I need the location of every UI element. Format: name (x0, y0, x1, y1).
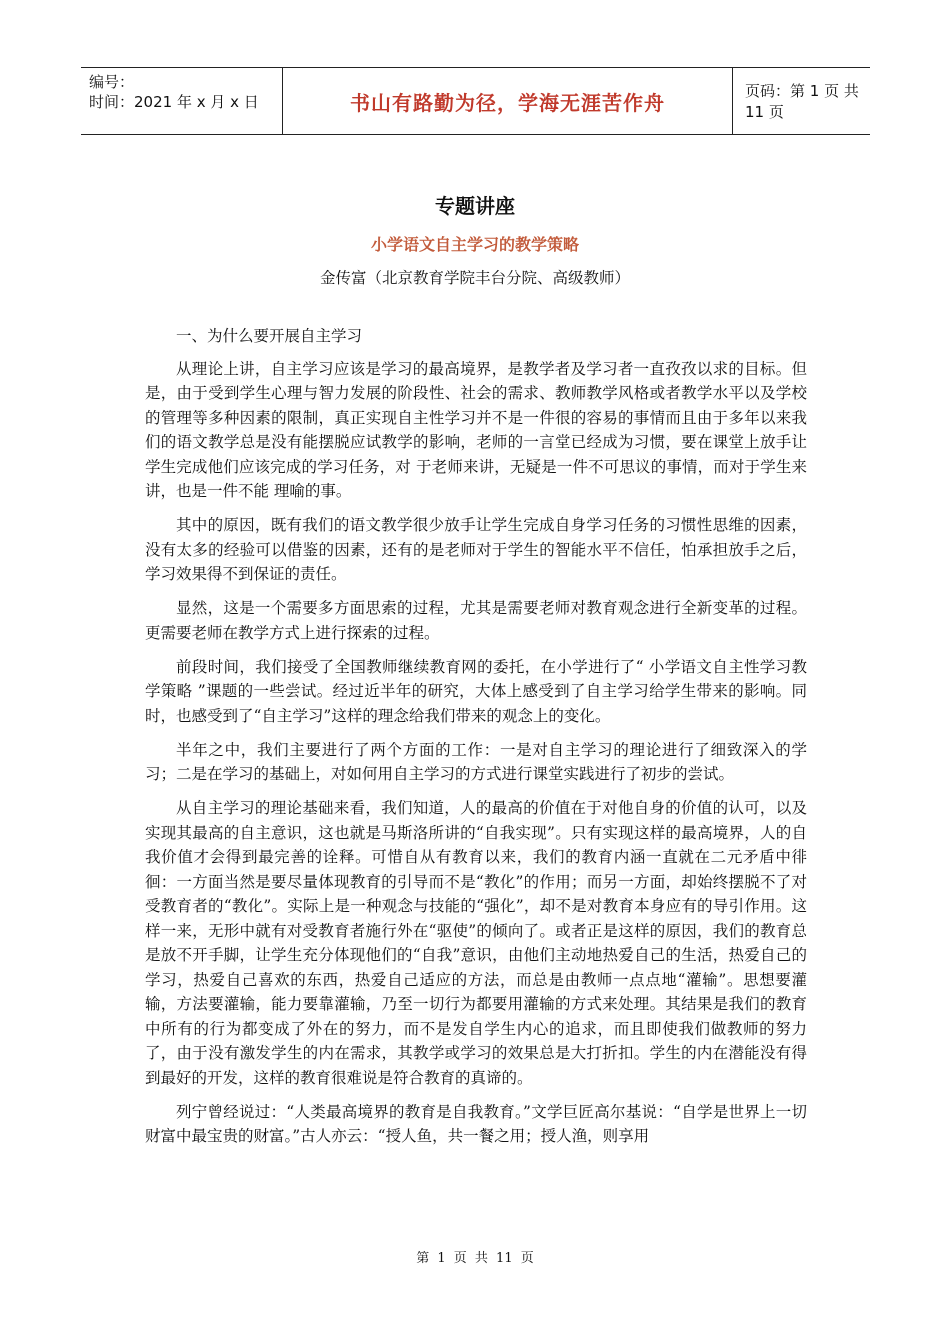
author-line: 金传富（北京教育学院丰台分院、高级教师） (319, 269, 630, 287)
time-label: 时间：2021 年 x 月 x 日 (89, 93, 259, 111)
document-title: 专题讲座 (435, 194, 515, 218)
paragraph: 其中的原因，既有我们的语文教学很少放手让学生完成自身学习任务的习惯性思维的因素，没有太多的经验可以借鉴的因素，还有的是老师对于学生的智能水平不信任，怕承担放手之后，学习效果得不到保证的责任。 (145, 516, 807, 583)
header-page-info: 页码：第 1 页 共 11 页 (745, 82, 859, 121)
paragraph: 列宁曾经说过：“人类最高境界的教育是自我教育。”文学巨匠高尔基说：“自学是世界上一切财富中最宝贵的财富。”古人亦云：“授人鱼，共一餐之用；授人渔，则享用 (145, 1102, 807, 1145)
page-footer: 第 1 页 共 11 页 (416, 1251, 534, 1266)
header-motto: 书山有路勤为径，学海无涯苦作舟 (283, 68, 733, 134)
header-info-cell (81, 68, 283, 134)
number-label: 编号： (89, 73, 135, 91)
body-text (145, 324, 807, 1158)
header-table (81, 67, 870, 135)
document-subtitle: 小学语文自主学习的教学策略 (370, 235, 579, 254)
section-heading: 一、为什么要开展自主学习 (176, 327, 363, 345)
paragraph: 从理论上讲，自主学习应该是学习的最高境界，是教学者及学习者一直孜孜以求的目标。但是，由于受到学生心理与智力发展的阶段性、社会的需求、教师教学风格或者教学水平以及学校的管理等多种因素的限制，真正实现自主性学习并不是一件很的容易的事情而且由于多年以来我们的语文教学总是没有能摆脱应试教学的影响，老师的一言堂已经成为习惯，要在课堂上放手让学生完成他们应该完成的学习任务，对 于老师来讲，无疑是一件不可思议的事情，而对于学生来讲，也是一件不能 理喻的事。 (145, 359, 807, 500)
paragraph: 半年之中，我们主要进行了两个方面的工作：一是对自主学习的理论进行了细致深入的学习；二是在学习的基础上，对如何用自主学习的方式进行课堂实践进行了初步的尝试。 (145, 740, 807, 783)
paragraph: 显然，这是一个需要多方面思索的过程，尤其是需要老师对教育观念进行全新变革的过程。更需要老师在教学方式上进行探索的过程。 (145, 599, 807, 642)
paragraph: 从自主学习的理论基础来看，我们知道，人的最高的价值在于对他自身的价值的认可，以及实现其最高的自主意识，这也就是马斯洛所讲的“自我实现”。只有实现这样的最高境界，人的自我价值才会得到最完善的诠释。可惜自从有教育以来，我们的教育内涵一直就在二元矛盾中徘徊：一方面当然是要尽量体现教育的引导而不是“教化”的作用；而另一方面，却始终摆脱不了对受教育者的“教化”。实际上是一种观念与技能的“强化”，却不是对教育本身应有的导引作用。这样一来，无形中就有对受教育者施行外在“驱使”的倾向了。或者正是这样的原因，我们的教育总是放不开手脚，让学生充分体现他们的“自我”意识，由他们主动地热爱自己的生活，热爱自己的学习，热爱自己喜欢的东西，热爱自己适应的方法，而总是由教师一点点地“灌输”。思想要灌输，方法要灌输，能力要靠灌输，乃至一切行为都要用灌输的方式来处理。其结果是我们的教育中所有的行为都变成了外在的努力，而不是发自学生内心的追求，而且即使我们做教师的努力了，由于没有激发学生的内在需求，其教学或学习的效果总是大打折扣。学生的内在潜能没有得到最好的开发，这样的教育很难说是符合教育的真谛的。 (145, 799, 807, 1087)
paragraph: 前段时间，我们接受了全国教师继续教育网的委托，在小学进行了“ 小学语文自主性学习教学策略 ”课题的一些尝试。经过近半年的研究，大体上感受到了自主学习给学生带来的影响。同时，也感受到了“自主学习”这样的理念给我们带来的观念上的变化。 (145, 657, 807, 725)
